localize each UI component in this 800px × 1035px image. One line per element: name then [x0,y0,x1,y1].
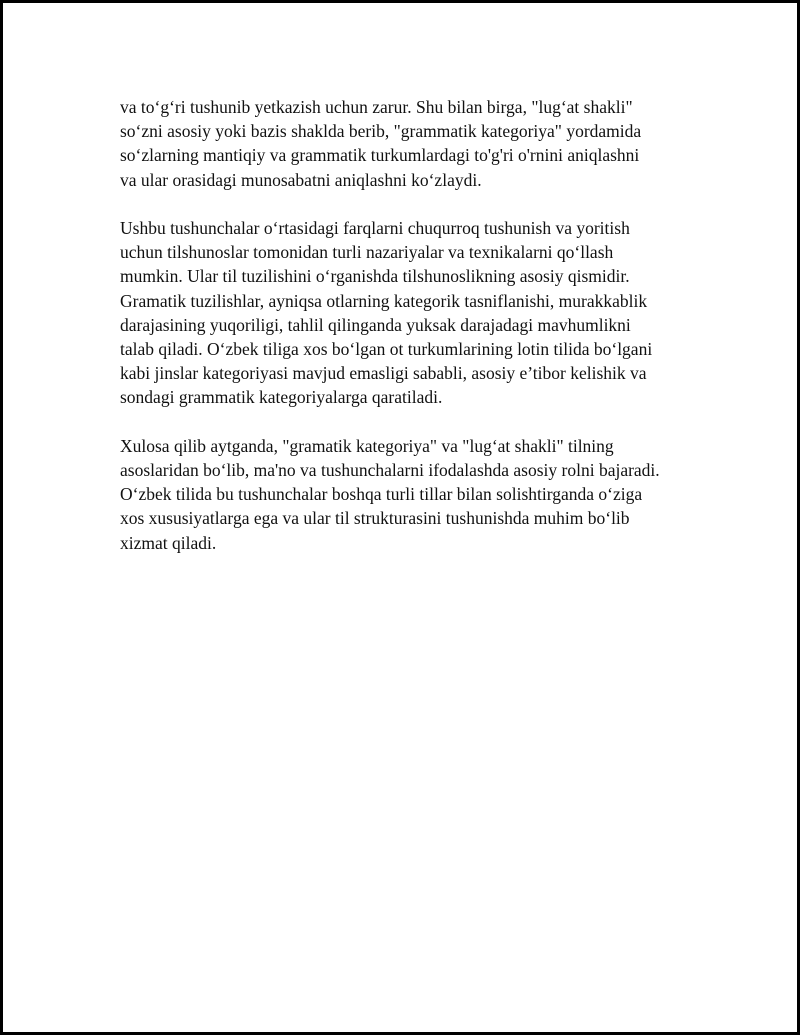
text-line: va to‘g‘ri tushunib yetkazish uchun zarur. Shu bilan birga, "lug‘at shakli" [120,97,633,117]
text-line: O‘zbek tilida bu tushunchalar boshqa turli tillar bilan solishtirganda o‘ziga [120,484,643,505]
paragraph-3 [120,434,710,555]
text-line: Ushbu tushunchalar o‘rtasidagi farqlarni chuqurroq tushunish va yoritish [120,218,630,238]
text-line: uchun tilshunoslar tomonidan turli nazariyalar va texnikalarni qo‘llash [120,242,614,263]
text-line: so‘zni asosiy yoki bazis shaklda berib, "grammatik kategoriya" yordamida [120,121,642,142]
text-line: asoslaridan bo‘lib, ma'no va tushunchalarni ifodalashda asosiy rolni bajaradi. [120,460,660,481]
text-line: va ular orasidagi munosabatni aniqlashni ko‘zlaydi. [120,169,482,190]
text-line: Gramatik tuzilishlar, ayniqsa otlarning kategorik tasniflanishi, murakkablik [120,290,648,311]
text-line: xos xususiyatlarga ega va ular til strukturasini tushunishda muhim bo‘lib [120,508,630,529]
text-line: xizmat qiladi. [120,532,217,553]
paragraph-2 [120,216,710,410]
text-line: darajasining yuqoriligi, tahlil qilinganda yuksak darajadagi mavhumlikni [120,314,631,335]
document-body [120,95,710,579]
text-line: talab qiladi. O‘zbek tiliga xos bo‘lgan ot turkumlarining lotin tilida bo‘lgani [120,339,653,360]
text-line: mumkin. Ular til tuzilishini o‘rganishda tilshunoslikning asosiy qismidir. [120,266,630,287]
text-line: sondagi grammatik kategoriyalarga qaratiladi. [120,387,443,408]
text-line: so‘zlarning mantiqiy va grammatik turkumlardagi to'g'ri o'rnini aniqlashni [120,145,640,166]
text-line: kabi jinslar kategoriyasi mavjud emasligi sababli, asosiy e’tibor kelishik va [120,363,647,384]
text-line: Xulosa qilib aytganda, "gramatik kategoriya" va "lug‘at shakli" tilning [120,435,614,456]
paragraph-1 [120,95,710,192]
